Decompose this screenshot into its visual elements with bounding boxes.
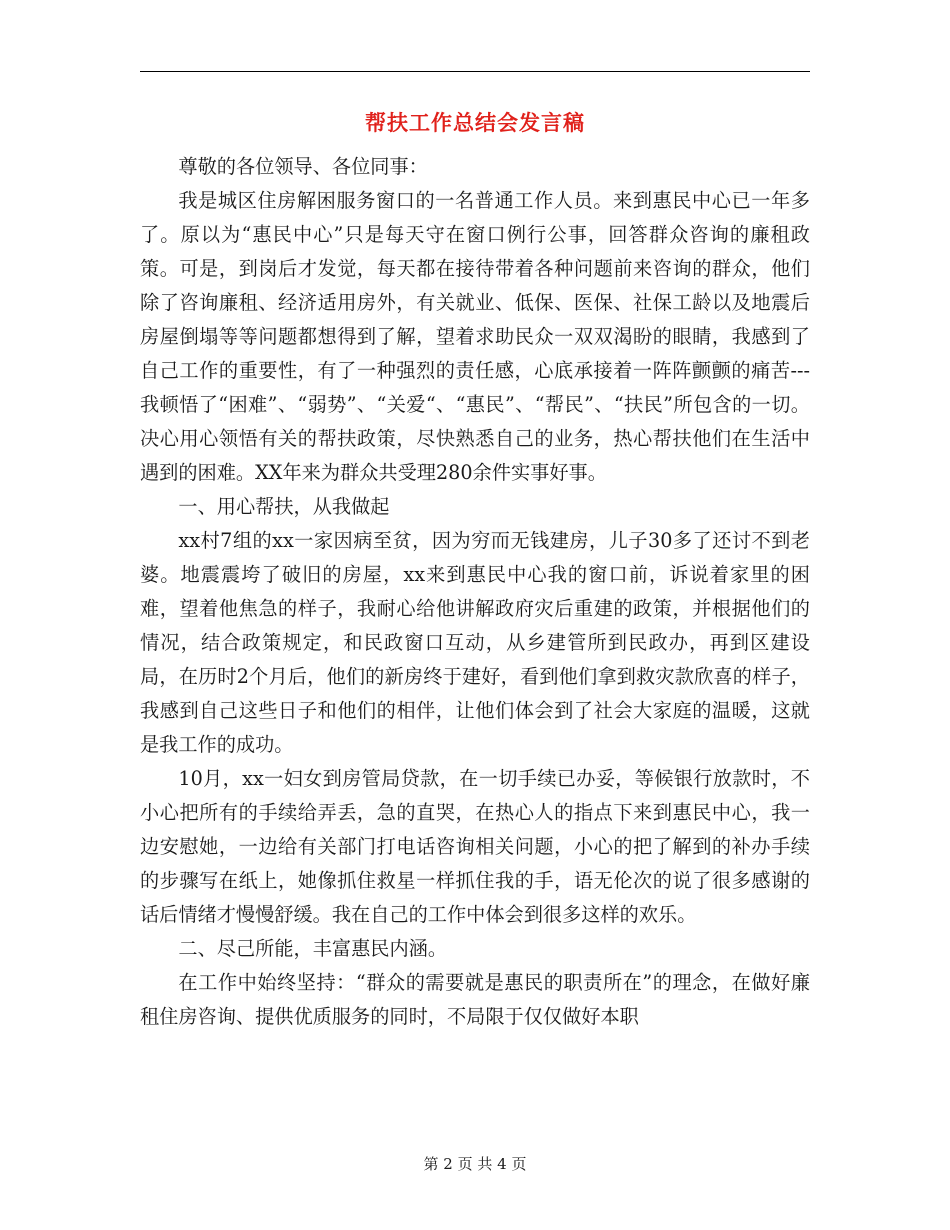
header-rule [140,71,810,72]
salutation-paragraph: 尊敬的各位领导、各位同事： [178,155,428,178]
body-paragraph: 在工作中始终坚持：“群众的需要就是惠民的职责所在”的理念，在做好廉租住房咨询、提供优质服务的同时，不局限于仅仅做好本职 [140,971,810,1028]
section-heading-1: 一、用心帮扶，从我做起 [178,495,390,518]
section-heading-2: 二、尽己所能，丰富惠民内涵。 [178,937,448,960]
body-paragraph: 10月，xx一妇女到房管局贷款，在一切手续已办妥，等候银行放款时，不小心把所有的手续给弄丢，急的直哭，在热心人的指点下来到惠民中心，我一边安慰她，一边给有关部门打电话咨询相关问题，小心的把了解到的补办手续的步骤写在纸上，她像抓住救星一样抓住我的手，语无伦次的说了很多感谢的话后情绪才慢慢舒缓。我在自己的工作中体会到很多这样的欢乐。 [140,767,810,926]
document-body [140,150,810,1034]
document-title: 帮扶工作总结会发言稿 [365,110,585,135]
intro-paragraph: 我是城区住房解困服务窗口的一名普通工作人员。来到惠民中心已一年多了。原以为“惠民中心”只是每天守在窗口例行公事，回答群众咨询的廉租政策。可是，到岗后才发觉，每天都在接待带着各种问题前来咨询的群众，他们除了咨询廉租、经济适用房外，有关就业、低保、医保、社保工龄以及地震后房屋倒塌等等问题都想得到了解，望着求助民众一双双渴盼的眼睛，我感到了自己工作的重要性，有了一种强烈的责任感，心底承接着一阵阵颤颤的痛苦---我顿悟了“困难”、“弱势”、“关爱“、“惠民”、“帮民”、“扶民”所包含的一切。决心用心领悟有关的帮扶政策，尽快熟悉自己的业务，热心帮扶他们在生活中遇到的困难。XX年来为群众共受理280余件实事好事。 [140,189,810,484]
page-number-footer: 第 2 页 共 4 页 [423,1155,527,1173]
body-paragraph: xx村7组的xx一家因病至贫，因为穷而无钱建房，儿子30多了还讨不到老婆。地震震垮了破旧的房屋，xx来到惠民中心我的窗口前，诉说着家里的困难，望着他焦急的样子，我耐心给他讲解政府灾后重建的政策，并根据他们的情况，结合政策规定，和民政窗口互动，从乡建管所到民政办，再到区建设局，在历时2个月后，他们的新房终于建好，看到他们拿到救灾款欣喜的样子，我感到自己这些日子和他们的相伴，让他们体会到了社会大家庭的温暖，这就是我工作的成功。 [140,529,810,756]
